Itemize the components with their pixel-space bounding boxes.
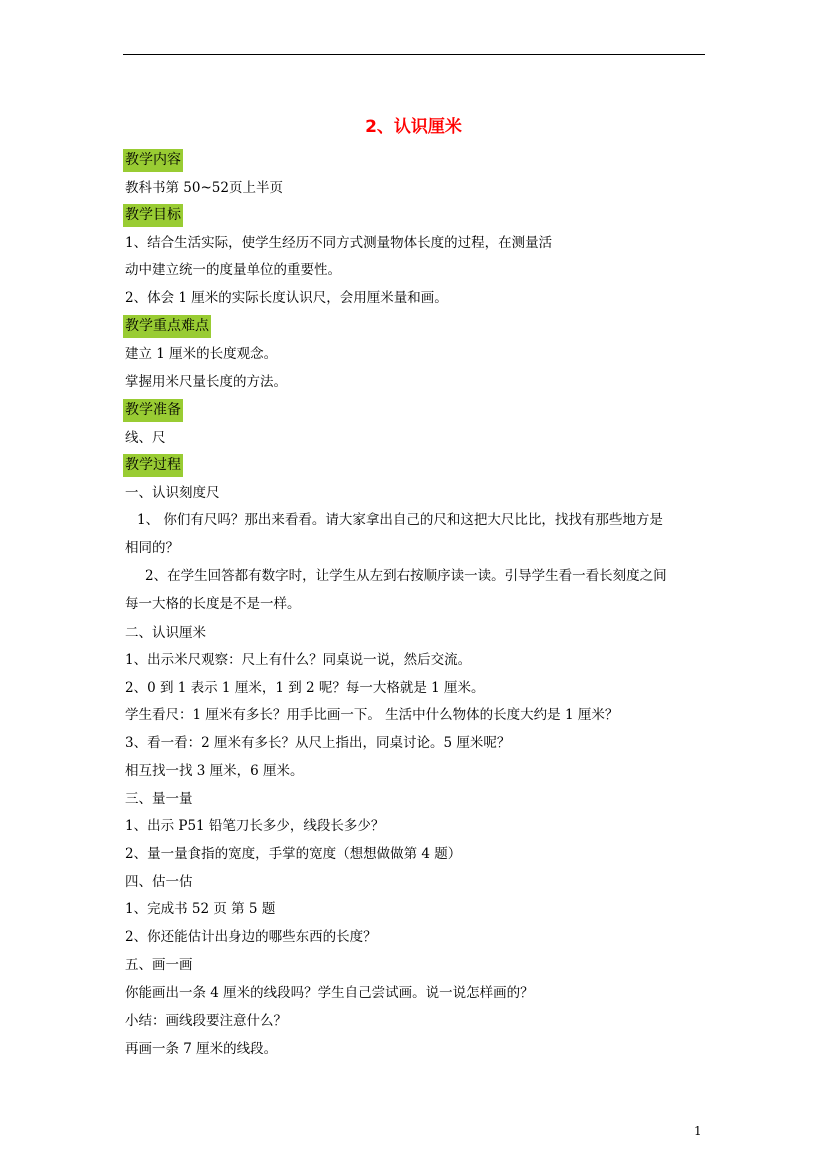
heading-key-points: 教学重点难点 [123, 315, 211, 338]
section-title: 三、量一量 [125, 791, 193, 807]
process-line: 2、你还能估计出身边的哪些东西的长度？ [125, 929, 377, 945]
process-line: 1、出示 P51 铅笔刀长多少，线段长多少？ [125, 818, 385, 834]
process-line: 1、完成书 52 页 第 5 题 [125, 901, 276, 917]
process-line: 相互找一找 3 厘米，6 厘米。 [125, 763, 304, 779]
section-title: 一、认识刻度尺 [125, 485, 220, 501]
process-line: 1、出示米尺观察：尺上有什么？同桌说一说，然后交流。 [125, 652, 472, 668]
process-line: 小结：画线段要注意什么？ [125, 1013, 287, 1029]
prep-line: 线、尺 [125, 430, 166, 446]
section-title: 五、画一画 [125, 957, 193, 973]
key-points-line: 掌握用米尺量长度的方法。 [125, 374, 287, 390]
goals-line: 2、体会 1 厘米的实际长度认识尺，会用厘米量和画。 [125, 290, 448, 306]
process-line: 2、量一量食指的宽度，手掌的宽度（想想做做第 4 题） [125, 846, 462, 862]
content-line: 教科书第 50~52页上半页 [125, 180, 283, 196]
heading-content: 教学内容 [123, 149, 183, 172]
key-points-line: 建立 1 厘米的长度观念。 [125, 346, 278, 362]
process-line: 每一大格的长度是不是一样。 [125, 596, 301, 612]
process-line: 3、看一看：2 厘米有多长？从尺上指出，同桌讨论。5 厘米呢？ [125, 735, 511, 751]
process-line: 相同的？ [125, 540, 179, 556]
header-rule [123, 54, 705, 55]
process-line: 你能画出一条 4 厘米的线段吗？学生自己尝试画。说一说怎样画的？ [125, 985, 534, 1001]
process-line: 再画一条 7 厘米的线段。 [125, 1041, 278, 1057]
process-line: 2、在学生回答都有数字时，让学生从左到右按顺序读一读。引导学生看一看长刻度之间 [145, 568, 667, 584]
document-title: 2、认识厘米 [365, 117, 462, 137]
page-number: 1 [694, 1124, 702, 1138]
heading-process: 教学过程 [123, 454, 183, 477]
goals-line: 动中建立统一的度量单位的重要性。 [125, 262, 341, 278]
goals-line: 1、结合生活实际，使学生经历不同方式测量物体长度的过程，在测量活 [125, 235, 553, 251]
heading-prep: 教学准备 [123, 399, 183, 422]
heading-goals: 教学目标 [123, 204, 183, 227]
section-title: 四、估一估 [125, 874, 193, 890]
process-line: 学生看尺：1 厘米有多长？用手比画一下。 生活中什么物体的长度大约是 1 厘米？ [125, 707, 619, 723]
process-line: 1、 你们有尺吗？那出来看看。请大家拿出自己的尺和这把大尺比比，找找有那些地方是 [137, 512, 663, 528]
process-line: 2、0 到 1 表示 1 厘米，1 到 2 呢？每一大格就是 1 厘米。 [125, 680, 485, 696]
section-title: 二、认识厘米 [125, 625, 206, 641]
